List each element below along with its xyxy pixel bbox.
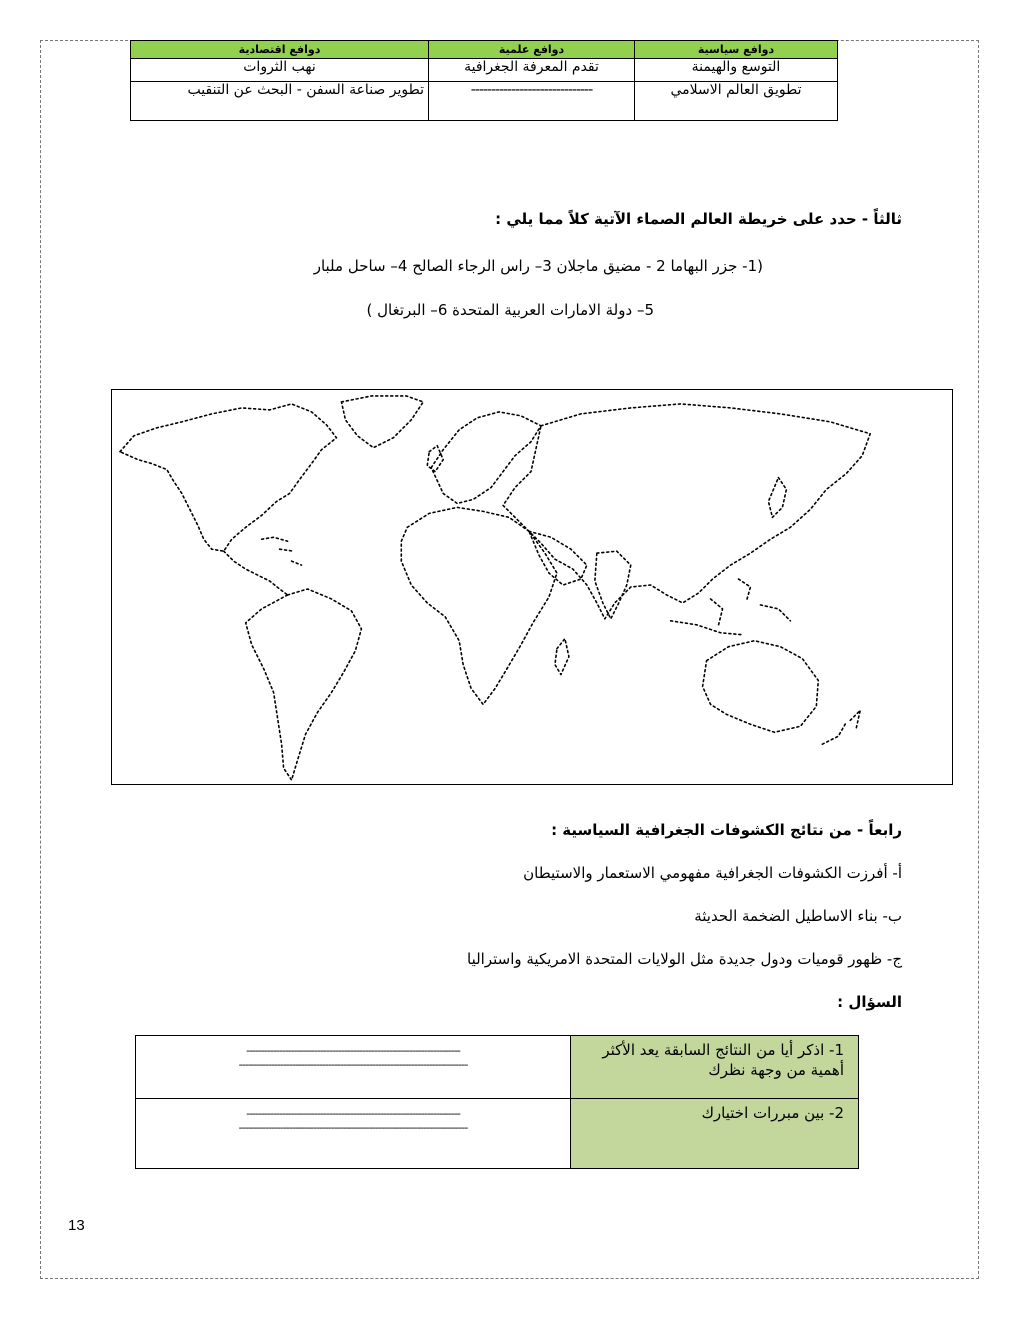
result-item: أ- أفرزت الكشوفات الجغرافية مفهومي الاستعمار والاستيطان xyxy=(523,864,902,882)
section4-title: رابعاً - من نتائج الكشوفات الجغرافية السياسية : xyxy=(551,821,902,839)
table-cell: ------------------------------ xyxy=(429,82,635,121)
table-cell: تقدم المعرفة الجغرافية xyxy=(429,59,635,82)
answer-line: ------------------------------------------------------------------------ xyxy=(246,1044,460,1057)
header-economic: دوافع اقتصادية xyxy=(131,41,429,59)
section3-line1: (1- جزر البهاما 2 - مضيق ماجلان 3– راس الرجاء الصالح 4– ساحل ملبار xyxy=(313,257,763,275)
india-outline xyxy=(595,551,631,619)
asia-outline xyxy=(503,404,870,619)
japan-outline xyxy=(768,478,786,518)
australia-outline xyxy=(703,641,819,733)
caribbean-islands-outline xyxy=(262,537,302,565)
arabian-peninsula-outline xyxy=(529,531,587,585)
question-label: السؤال : xyxy=(837,993,902,1011)
header-scientific: دوافع علمية xyxy=(429,41,635,59)
table-cell: تطوير صناعة السفن - البحث عن التنقيب xyxy=(131,82,429,121)
answer-line: ----------------------------------------------------------------------------- xyxy=(238,1121,468,1134)
africa-outline xyxy=(401,507,557,704)
header-political: دوافع سياسية xyxy=(635,41,838,59)
answer-line: ------------------------------------------------------------------------ xyxy=(246,1107,460,1120)
table-cell: نهب الثروات xyxy=(131,59,429,82)
table-cell: تطويق العالم الاسلامي xyxy=(635,82,838,121)
world-map-outline xyxy=(112,390,952,784)
section3-title: ثالثاً - حدد على خريطة العالم الصماء الآتية كلاً مما يلي : xyxy=(495,210,902,228)
southeast-asia-islands-outline xyxy=(671,579,791,635)
question-table xyxy=(135,1035,859,1169)
result-item: ب- بناء الاساطيل الضخمة الحديثة xyxy=(694,907,902,925)
madagascar-outline xyxy=(555,639,569,675)
answer-field[interactable] xyxy=(136,1036,571,1099)
question-cell: 1- اذكر أيا من النتائج السابقة يعد الأكثر أهمية من وجهة نظرك xyxy=(571,1036,859,1099)
south-america-outline xyxy=(246,589,362,780)
table-cell: التوسع والهيمنة xyxy=(635,59,838,82)
greenland-outline xyxy=(341,396,423,448)
result-item: ج- ظهور قوميات ودول جديدة مثل الولايات المتحدة الامريكية واستراليا xyxy=(467,950,902,968)
north-america-outline xyxy=(120,404,336,551)
europe-outline xyxy=(431,412,541,504)
central-america-outline xyxy=(224,551,288,595)
motives-table xyxy=(130,40,838,121)
answer-line: ----------------------------------------------------------------------------- xyxy=(238,1058,468,1071)
section3-line2: 5– دولة الامارات العربية المتحدة 6– البرتغال ) xyxy=(366,301,654,319)
page-number: 13 xyxy=(68,1217,85,1234)
british-isles-outline xyxy=(427,446,443,472)
new-zealand-outline xyxy=(822,710,860,744)
blank-world-map xyxy=(111,389,953,785)
answer-field[interactable] xyxy=(136,1099,571,1169)
question-cell: 2- بين مبررات اختيارك xyxy=(571,1099,859,1169)
